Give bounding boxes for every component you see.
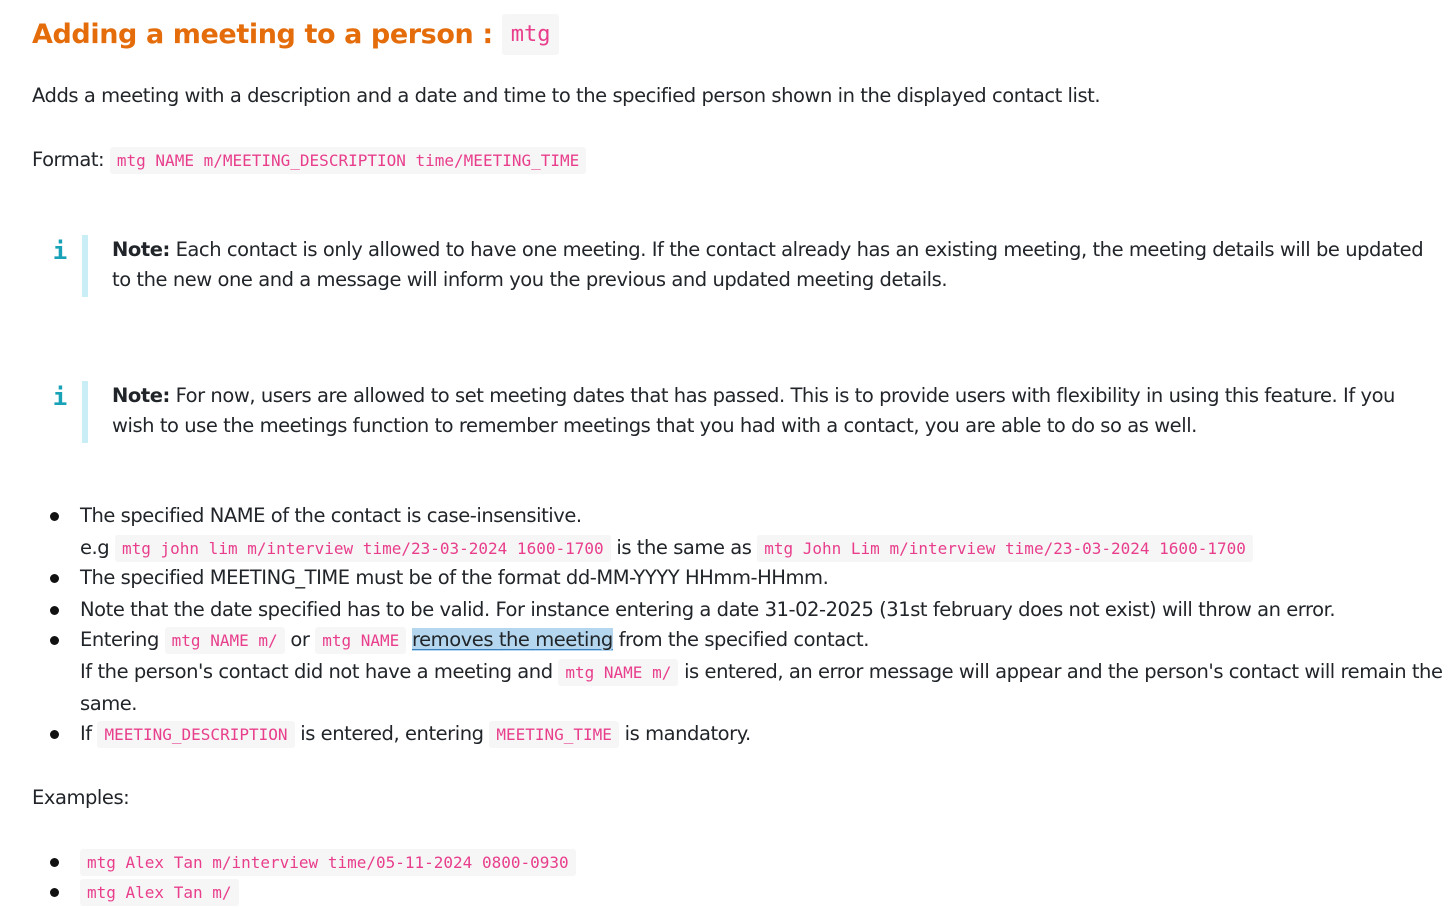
bullet-dot — [50, 858, 59, 867]
note-bar — [82, 381, 88, 443]
note-line-2: to the new one and a message will inform you the previous and updated meeting details. — [112, 268, 948, 291]
note-box-2 — [52, 381, 1432, 443]
format-line — [32, 145, 586, 176]
list-item-remove-error-end: same. — [80, 692, 138, 715]
info-icon: i — [52, 383, 68, 411]
list-item-case-insensitive: The specified NAME of the contact is case-insensitive. — [80, 504, 582, 527]
section-heading — [32, 14, 559, 54]
selected-text[interactable]: removes the meeting — [412, 628, 613, 651]
example-code: mtg Alex Tan m/interview time/05-11-2024 0800-0930 — [80, 849, 576, 876]
list-item-remove-meeting: Entering mtg NAME m/ or mtg NAME removes the meeting from the specified contact. — [80, 625, 869, 656]
list-item-time-format: The specified MEETING_TIME must be of the format dd-MM-YYYY HHmm-HHmm. — [80, 566, 829, 589]
list-item-mandatory-time: If MEETING_DESCRIPTION is entered, entering MEETING_TIME is mandatory. — [80, 719, 751, 750]
list-item-example-line: e.g mtg john lim m/interview time/23-03-2024 1600-1700 is the same as mtg John Lim m/interview time/23-03-2024 1600-1700 — [80, 533, 1253, 564]
note-line-1: Note: For now, users are allowed to set meeting dates that has passed. This is to provide users with flexibility in using this feature. If you — [112, 384, 1395, 407]
list-item-remove-error-line: If the person's contact did not have a meeting and mtg NAME m/ is entered, an error message will appear and the person's contact will remain the — [80, 657, 1443, 688]
note-label: Note: — [112, 384, 170, 407]
note-bar — [82, 235, 88, 297]
remove-code-1: mtg NAME m/ — [165, 627, 285, 654]
bullet-dot — [50, 574, 59, 583]
example-code: mtg Alex Tan m/ — [80, 879, 239, 906]
heading-command-code: mtg — [502, 14, 560, 55]
remove-error-code: mtg NAME m/ — [558, 659, 678, 686]
note-box-1 — [52, 235, 1432, 297]
example-item — [80, 847, 576, 878]
example-code-capitalised: mtg John Lim m/interview time/23-03-2024 1600-1700 — [757, 535, 1253, 562]
time-code: MEETING_TIME — [489, 721, 619, 748]
format-code: mtg NAME m/MEETING_DESCRIPTION time/MEETING_TIME — [110, 147, 586, 174]
list-item-valid-date: Note that the date specified has to be valid. For instance entering a date 31-02-2025 (31st february does not exist) will throw an error. — [80, 598, 1336, 621]
note-text — [112, 235, 1432, 295]
note-line-2: wish to use the meetings function to remember meetings that you had with a contact, you are able to do so as well. — [112, 414, 1197, 437]
info-icon: i — [52, 237, 68, 265]
examples-label: Examples: — [32, 786, 130, 809]
bullet-dot — [50, 730, 59, 739]
intro-paragraph: Adds a meeting with a description and a date and time to the specified person shown in the displayed contact list. — [32, 84, 1101, 107]
bullet-dot — [50, 512, 59, 521]
remove-code-2: mtg NAME — [315, 627, 406, 654]
description-code: MEETING_DESCRIPTION — [97, 721, 294, 748]
bullet-dot — [50, 606, 59, 615]
bullet-dot — [50, 888, 59, 897]
note-label: Note: — [112, 238, 170, 261]
example-item — [80, 877, 239, 908]
example-code-lowercase: mtg john lim m/interview time/23-03-2024 1600-1700 — [115, 535, 611, 562]
bullet-dot — [50, 636, 59, 645]
format-label: Format: — [32, 148, 105, 171]
heading-text: Adding a meeting to a person : — [32, 18, 493, 50]
note-line-1: Note: Each contact is only allowed to have one meeting. If the contact already has an existing meeting, the meeting details will be updated — [112, 238, 1424, 261]
note-text — [112, 381, 1432, 441]
